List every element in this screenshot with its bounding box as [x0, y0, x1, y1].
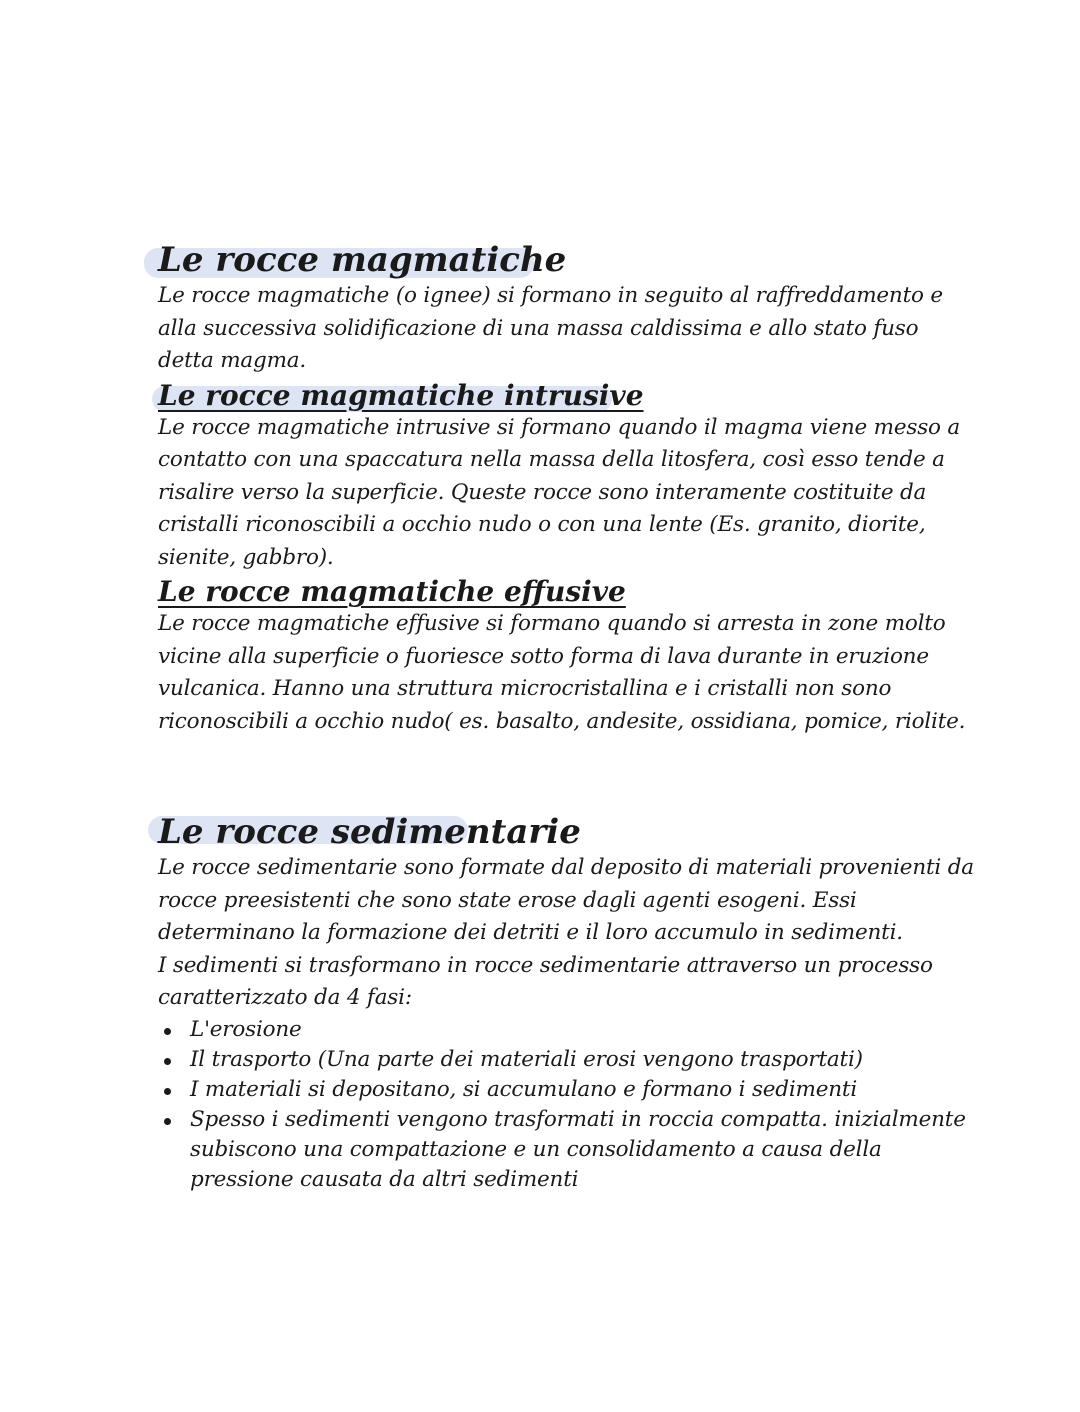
subsection-paragraph-effusive: Le rocce magmatiche effusive si formano quando si arresta in zone molto vicine alla superficie o fuoriesce sotto forma di lava durante in eruzione vulcanica. Hanno una struttura microcristallina e i cristalli non sono riconoscibili a occhio nudo( es. basalto, andesite, ossidiana, pomice, riolite.	[158, 611, 966, 734]
list-item: Il trasporto (Una parte dei materiali erosi vengono trasportati)	[158, 1045, 978, 1075]
section-title: Le rocce sedimentarie	[158, 812, 581, 852]
section-rocce-magmatiche	[158, 240, 978, 738]
section-paragraph-2: I sedimenti si trasformano in rocce sedimentarie attraverso un processo caratterizzato da 4 fasi:	[158, 952, 933, 1010]
list-item: Spesso i sedimenti vengono trasformati in roccia compatta. inizialmente subiscono una compattazione e un consolidamento a causa della pressione causata da altri sedimenti	[158, 1105, 978, 1195]
bullet-icon	[164, 1028, 171, 1035]
section-title: Le rocce magmatiche	[158, 240, 567, 280]
section-rocce-sedimentarie	[158, 812, 978, 1195]
subsection-title-effusive: Le rocce magmatiche effusive	[158, 575, 626, 608]
bullet-icon	[164, 1118, 171, 1125]
section-paragraph: Le rocce magmatiche (o ignee) si formano in seguito al raffreddamento e alla successiva solidificazione di una massa caldissima e allo stato fuso detta magma.	[158, 283, 943, 373]
list-item: I materiali si depositano, si accumulano e formano i sedimenti	[158, 1075, 978, 1105]
section-paragraph: Le rocce sedimentarie sono formate dal deposito di materiali provenienti da rocce preesistenti che sono state erose dagli agenti esogeni. Essi determinano la formazione dei detriti e il loro accumulo in sedimenti.	[158, 855, 974, 945]
subsection-title-intrusive: Le rocce magmatiche intrusive	[158, 378, 644, 412]
subsection-paragraph-intrusive: Le rocce magmatiche intrusive si formano quando il magma viene messo a contatto con una spaccatura nella massa della litosfera, così esso tende a risalire verso la superficie. Queste rocce sono interamente costituite da cristalli riconoscibili a occhio nudo o con una lente (Es. granito, diorite, sienite, gabbro).	[158, 414, 961, 570]
list-item: L'erosione	[158, 1015, 978, 1045]
bullet-icon	[164, 1058, 171, 1065]
bullet-icon	[164, 1088, 171, 1095]
phases-list	[158, 1015, 978, 1195]
